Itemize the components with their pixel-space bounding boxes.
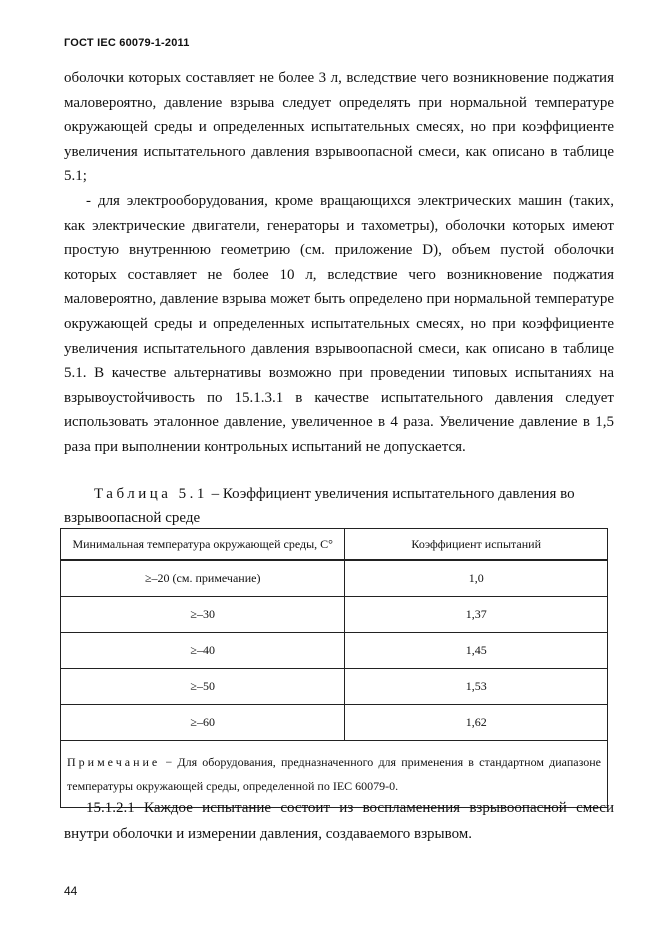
after-table-text [64, 795, 614, 847]
table-row [61, 597, 608, 633]
header-min-temperature: Минимальная температура окружающей среды, C° [61, 529, 345, 561]
clause-15-1-2-1: 15.1.2.1 Каждое испытание состоит из воспламенения взрывоопасной смеси внутри оболочки и измерении давления, создаваемого взрывом. [64, 800, 614, 842]
table-caption [64, 482, 614, 530]
coefficient-cell: 1,62 [345, 705, 608, 741]
main-text [64, 66, 614, 460]
temperature-cell: ≥–30 [61, 597, 345, 633]
page-number: 44 [64, 884, 78, 898]
temperature-cell: ≥–50 [61, 669, 345, 705]
document-header: ГОСТ IEC 60079-1-2011 [64, 37, 190, 49]
table-row [61, 560, 608, 597]
coefficient-cell: 1,53 [345, 669, 608, 705]
paragraph-continuation: оболочки которых составляет не более 3 л, вследствие чего возникновение поджатия маловероятно, давление взрыва следует определять при нормальной температуре окружающей среды и определенных испытательных смесях, но при коэффициенте увеличения испытательного давления взрывоопасной смеси, как описано в таблице 5.1; [64, 70, 614, 185]
table-row [61, 669, 608, 705]
temperature-cell: ≥–40 [61, 633, 345, 669]
header-test-coefficient: Коэффициент испытаний [345, 529, 608, 561]
coefficient-cell: 1,0 [345, 560, 608, 597]
paragraph-list-item: - для электрооборудования, кроме вращающихся электрических машин (таких, как электрические двигатели, генераторы и тахометры), оболочки которых имеют простую внутреннюю геометрию (см. приложение D), объем пустой оболочки которых составляет не более 10 л, вследствие чего возникновение поджатия маловероятно, давление взрыва может быть определено при нормальной температуре окружающей среды и определенных испытательных смесях, но при коэффициенте увеличения испытательного давления взрывоопасной смеси, как описано в таблице 5.1. В качестве альтернативы возможно при проведении типовых испытаниях на взрывоустойчивость по 15.1.3.1 в качестве испытательного давления следует использовать эталонное давление, увеличенное в 4 раза. Увеличение давление в 1,5 раза при выполнении контрольных испытаний не допускается. [64, 192, 614, 455]
table-caption-text: – Коэффициент увеличения испытательного давления во взрывоопасной среде [64, 486, 575, 526]
table-header-row [61, 529, 608, 561]
note-text: − Для оборудования, предназначенного для применения в стандартном диапазоне температуры окружающей среды, определенной по IEC 60079-0. [67, 755, 601, 793]
coefficient-cell: 1,45 [345, 633, 608, 669]
table-row [61, 705, 608, 741]
temperature-cell: ≥–60 [61, 705, 345, 741]
coefficient-table [60, 528, 608, 808]
note-label: Примечание [67, 755, 161, 769]
temperature-cell: ≥–20 (см. примечание) [61, 560, 345, 597]
coefficient-cell: 1,37 [345, 597, 608, 633]
table-row [61, 633, 608, 669]
table-caption-label: Таблица 5.1 [94, 486, 208, 502]
